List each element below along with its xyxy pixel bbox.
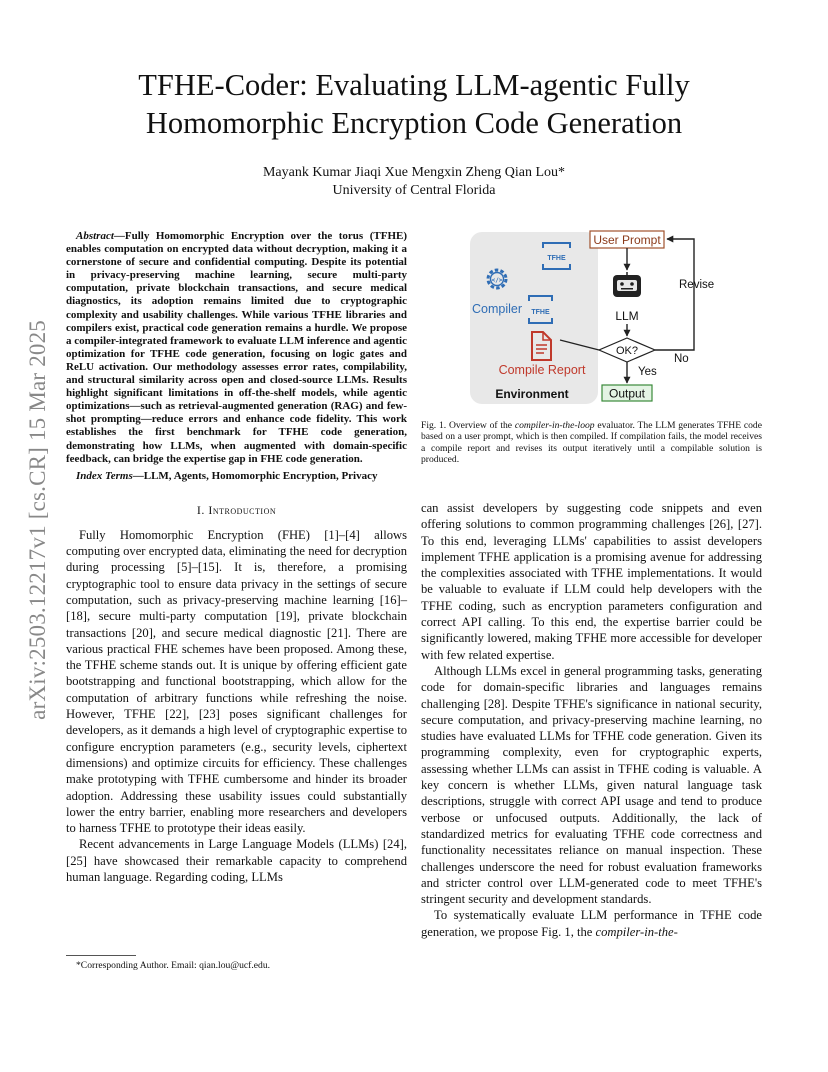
arxiv-identifier-text: arXiv:2503.12217v1 [cs.CR] 15 Mar 2025: [25, 320, 50, 720]
tfhe-label-top: TFHE: [547, 255, 566, 262]
arxiv-identifier: [22, 280, 54, 760]
footnote-divider: [66, 955, 136, 956]
figure-1-diagram: [470, 228, 720, 406]
no-label: No: [674, 353, 689, 365]
llm-robot-icon: [613, 272, 641, 297]
right-column: [421, 500, 762, 940]
figure-1-caption: [421, 420, 762, 465]
left-column: [66, 230, 407, 885]
environment-panel: [470, 232, 598, 404]
intro-paragraph-5-text: To systematically evaluate LLM performance in TFHE code generation, we propose Fig. 1, the: [421, 908, 762, 939]
abstract-label: Abstract: [76, 230, 114, 242]
footnote: *Corresponding Author. Email: qian.lou@ucf.edu.: [76, 960, 271, 971]
caption-rest: evaluator. The LLM generates TFHE code based on a user prompt, which is then compiled. If compilation fails, the model receives a compile report and revises its output iteratively until a compilable solution is produced.: [421, 420, 762, 465]
environment-label: Environment: [495, 387, 569, 401]
yes-label: Yes: [638, 366, 657, 378]
compiler-label: Compiler: [472, 302, 523, 316]
index-terms-text: —LLM, Agents, Homomorphic Encryption, Privacy: [132, 469, 378, 482]
section-heading-introduction: I. Introduction: [196, 502, 277, 517]
tfhe-label-mid: TFHE: [531, 309, 550, 316]
svg-text:</>: </>: [491, 277, 503, 284]
intro-paragraph-4: Although LLMs excel in general programming tasks, generating code for domain-specific libraries and languages remains challenging [28]. Despite TFHE's significance in national security, secure computation, and privacy-preserving machine learning, no studies have evaluated LLMs for TFHE code generation. Given its programming complexity, even for cryptographic experts, assessing whether LLMs can assist in TFHE coding is valuable. A key concern is whether LLMs, given natural language task descriptions, struggle with correct API usage and tend to produce verbose or unfocused outputs. Additionally, the lack of standardized metrics for evaluating TFHE code correctness and functionality necessitates reliance on manual inspection. These challenges underscore the need for robust evaluation frameworks and stricter control over LLM-generated code to meet TFHE's stringent security and development standards.: [421, 663, 762, 907]
revise-loop-arrow: [655, 239, 694, 350]
abstract-text: —Fully Homomorphic Encryption over the torus (TFHE) enables computation on encrypted data without decryption, making it a cornerstone of secure and confidential computing. Despite its potential in privacy-preserving machine learning, secure multi-party computation, private blockchain transactions, and secure medical diagnostics, its adoption remains limited due to cryptographic complexity and usability challenges. While various TFHE libraries and compilers exist, practical code generation remains a hurdle. We propose a compiler-integrated framework to evaluate LLM inference and agentic optimization for TFHE code generation, focusing on logic gates and ReLU activation. Our methodology assesses error rates, compilability, and structural similarity across open and closed-source LLMs. Results highlight significant limitations in off-the-shelf models, while agentic optimizations—such as retrieval-augmented generation (RAG) and few-shot prompting—reduce errors and enhance code fidelity. This work establishes the first benchmark for TFHE code generation, demonstrating how LLMs, when augmented with domain-specific feedback, can bridge the expertise gap in FHE code generation.: [66, 230, 407, 465]
intro-paragraph-5-emphasis: compiler-in-the-: [595, 924, 678, 939]
index-terms: [66, 470, 407, 483]
intro-paragraph-5: [421, 907, 762, 940]
index-terms-label: Index Terms: [76, 469, 133, 482]
author-list: Mayank Kumar Jiaqi Xue Mengxin Zheng Qian Lou*: [262, 165, 566, 180]
ok-label: OK?: [615, 345, 639, 357]
paper-title: TFHE-Coder: Evaluating LLM-agentic Fully Homomorphic Encryption Code Generation: [138, 68, 690, 140]
affiliation: University of Central Florida: [332, 183, 496, 198]
revise-label: Revise: [679, 279, 715, 291]
caption-emphasis: compiler-in-the-loop: [514, 420, 595, 431]
intro-paragraph-3: can assist developers by suggesting code snippets and even offering solutions to common programming challenges [26], [27]. To this end, leveraging LLMs' capabilities to assist developers implement TFHE application is a promising avenue for addressing the complexities associated with TFHE implementations. It would be valuable to evaluate if LLM could help developers with the TFHE coding, such as encryption parameters configuration and correct API calling. To this end, the expertise barrier could be significantly lowered, making TFHE more accessible for developer with few related expertise.: [421, 501, 762, 662]
intro-paragraph-1: Fully Homomorphic Encryption (FHE) [1]–[4] allows computing over encrypted data, eliminating the need for decryption during processing [5]–[15]. It is, therefore, a promising cryptographic tool to ensure data privacy in the settings of secure computation, such as privacy-preserving machine learning [16]–[18], secure multi-party computation [19], private blockchain transactions [20], and secure medical diagnostic [21]. There are various practical FHE schemes have been proposed. Among these, the TFHE scheme stands out. It is unique by offering efficient gate bootstrapping and functional bootstrapping, which allow for the computation of arbitrary functions while refreshing the noise. However, TFHE [22], [23] poses significant challenges for developers, as it demands a high level of cryptographic expertise to configure encryption parameters (e.g., security levels, ciphertext dimensions) and optimize circuits for efficiency. These challenges make prototyping with TFHE cumbersome and hinder its broader adoption. Addressing these usability issues could substantially lower the entry barrier, enabling more researchers and developers to harness TFHE to prototype their ideas easily.: [66, 527, 407, 836]
output-label: Output: [608, 386, 646, 401]
compile-report-label: Compile Report: [498, 363, 586, 377]
user-prompt-label: User Prompt: [593, 233, 661, 247]
intro-paragraph-2: Recent advancements in Large Language Models (LLMs) [24], [25] have showcased their remarkable capacity to comprehend human language. Regarding coding, LLMs: [66, 837, 407, 885]
abstract: [66, 230, 407, 466]
caption-start: Fig. 1. Overview of the: [421, 420, 515, 431]
llm-label: LLM: [615, 309, 639, 323]
